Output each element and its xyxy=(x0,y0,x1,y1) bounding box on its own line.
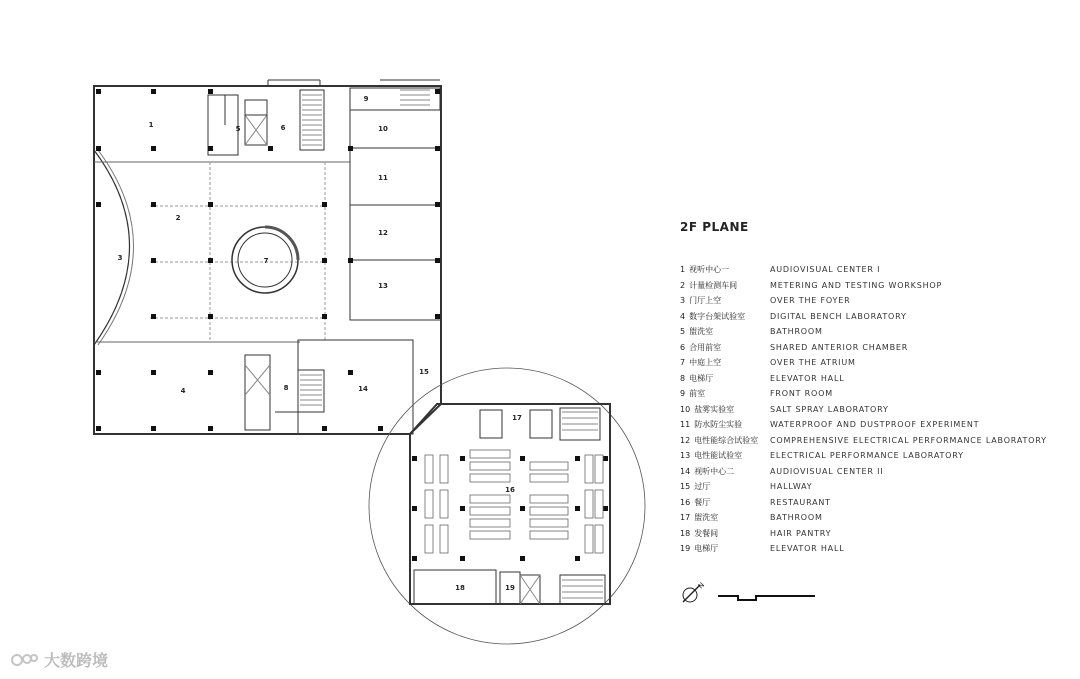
legend-zh-wrap xyxy=(680,543,770,554)
legend-zh-wrap xyxy=(680,311,770,322)
legend-num: 6 xyxy=(680,342,686,352)
legend-num: 10 xyxy=(680,404,691,414)
room-label-1: 1 xyxy=(148,121,154,129)
legend-item-7 xyxy=(680,355,1047,371)
legend-num: 14 xyxy=(680,466,691,476)
legend-zh-wrap xyxy=(680,264,770,275)
legend-item-11 xyxy=(680,417,1047,433)
legend-num: 18 xyxy=(680,528,691,538)
legend-zh: 视听中心二 xyxy=(694,466,735,476)
legend-zh-wrap xyxy=(680,450,770,461)
legend-en: HALLWAY xyxy=(770,482,813,492)
legend-zh-wrap xyxy=(680,528,770,539)
north-label: N xyxy=(696,581,707,591)
room-label-18: 18 xyxy=(455,584,465,592)
restaurant-tables xyxy=(425,450,603,553)
legend-zh-wrap xyxy=(680,512,770,523)
room-label-13: 13 xyxy=(378,282,388,290)
legend-num: 4 xyxy=(680,311,686,321)
legend-zh-wrap xyxy=(680,295,770,306)
legend-zh: 电性能试验室 xyxy=(694,451,743,461)
legend-item-6 xyxy=(680,340,1047,356)
legend-zh: 盥洗室 xyxy=(694,513,719,523)
legend-item-5 xyxy=(680,324,1047,340)
legend-zh-wrap xyxy=(680,466,770,477)
watermark-logo-icon xyxy=(10,650,38,670)
legend-item-4 xyxy=(680,309,1047,325)
room-label-7: 7 xyxy=(263,257,269,265)
legend-zh-wrap xyxy=(680,342,770,353)
legend-en: OVER THE ATRIUM xyxy=(770,358,856,368)
legend-zh-wrap xyxy=(680,404,770,415)
room-label-17: 17 xyxy=(512,414,522,422)
legend-zh: 防水防尘实验 xyxy=(694,420,743,430)
legend-item-19 xyxy=(680,541,1047,557)
legend-en: ELEVATOR HALL xyxy=(770,373,845,383)
legend-num: 12 xyxy=(680,435,691,445)
legend-item-3 xyxy=(680,293,1047,309)
legend-zh-wrap xyxy=(680,497,770,508)
legend-en: SHARED ANTERIOR CHAMBER xyxy=(770,342,909,352)
legend-zh: 电梯厅 xyxy=(689,373,714,383)
room-label-14: 14 xyxy=(358,385,368,393)
watermark xyxy=(10,648,108,671)
legend-zh-wrap xyxy=(680,388,770,399)
legend-en: BATHROOM xyxy=(770,513,823,523)
legend-en: AUDIOVISUAL CENTER I xyxy=(770,265,881,275)
legend-num: 13 xyxy=(680,451,691,461)
legend-en: ELECTRICAL PERFORMANCE LABORATORY xyxy=(770,451,964,461)
legend-zh: 餐厅 xyxy=(694,497,711,507)
room-label-2: 2 xyxy=(175,214,181,222)
legend-en: BATHROOM xyxy=(770,327,823,337)
room-label-5: 5 xyxy=(235,125,241,133)
legend-en: OVER THE FOYER xyxy=(770,296,851,306)
legend-zh-wrap xyxy=(680,357,770,368)
legend-item-9 xyxy=(680,386,1047,402)
legend-item-18 xyxy=(680,526,1047,542)
legend-item-1 xyxy=(680,262,1047,278)
legend-zh: 盐雾实验室 xyxy=(694,404,735,414)
legend-zh: 电性能综合试验室 xyxy=(694,435,759,445)
legend-num: 5 xyxy=(680,327,686,337)
legend-en: COMPREHENSIVE ELECTRICAL PERFORMANCE LABORATORY xyxy=(770,435,1047,445)
legend-zh: 合用前室 xyxy=(689,342,722,352)
legend-en: DIGITAL BENCH LABORATORY xyxy=(770,311,907,321)
columns xyxy=(96,89,608,561)
room-label-6: 6 xyxy=(280,124,286,132)
legend-zh-wrap xyxy=(680,326,770,337)
legend-num: 7 xyxy=(680,358,686,368)
legend-num: 3 xyxy=(680,296,686,306)
legend-item-12 xyxy=(680,433,1047,449)
legend-zh: 视听中心一 xyxy=(689,265,730,275)
legend-num: 19 xyxy=(680,544,691,554)
legend-item-10 xyxy=(680,402,1047,418)
legend-num: 15 xyxy=(680,482,691,492)
legend-zh: 电梯厅 xyxy=(694,544,719,554)
legend-num: 11 xyxy=(680,420,691,430)
plan-title: 2F PLANE xyxy=(680,220,749,234)
legend-num: 8 xyxy=(680,373,686,383)
room-label-8: 8 xyxy=(283,384,289,392)
legend-item-16 xyxy=(680,495,1047,511)
legend-num: 17 xyxy=(680,513,691,523)
room-label-9: 9 xyxy=(363,95,369,103)
legend-en: AUDIOVISUAL CENTER II xyxy=(770,466,884,476)
legend-en: SALT SPRAY LABORATORY xyxy=(770,404,889,414)
room-label-4: 4 xyxy=(180,387,186,395)
room-label-12: 12 xyxy=(378,229,388,237)
legend-zh: 门厅上空 xyxy=(689,296,722,306)
legend-zh: 数字台架试验室 xyxy=(689,311,746,321)
legend-en: FRONT ROOM xyxy=(770,389,833,399)
legend-en: RESTAURANT xyxy=(770,497,831,507)
legend-item-14 xyxy=(680,464,1047,480)
legend-zh: 前室 xyxy=(689,389,706,399)
legend-zh: 计量检测车间 xyxy=(689,280,738,290)
legend-en: ELEVATOR HALL xyxy=(770,544,845,554)
watermark-text: 大数跨境 xyxy=(44,651,109,670)
room-label-15: 15 xyxy=(419,368,429,376)
legend-zh: 发餐间 xyxy=(694,528,719,538)
scale-bar xyxy=(718,596,815,600)
legend-zh: 盥洗室 xyxy=(689,327,714,337)
legend-zh-wrap xyxy=(680,280,770,291)
legend-zh: 过厅 xyxy=(694,482,711,492)
legend-zh-wrap xyxy=(680,481,770,492)
room-label-10: 10 xyxy=(378,125,388,133)
legend-item-2 xyxy=(680,278,1047,294)
foyer-curve xyxy=(94,150,130,345)
room-label-19: 19 xyxy=(505,584,515,592)
legend-num: 1 xyxy=(680,265,686,275)
legend-list xyxy=(680,262,1047,557)
legend-zh-wrap xyxy=(680,373,770,384)
room-label-11: 11 xyxy=(378,174,388,182)
room-label-16: 16 xyxy=(505,486,515,494)
legend-zh: 中庭上空 xyxy=(689,358,722,368)
legend-item-17 xyxy=(680,510,1047,526)
legend-zh-wrap xyxy=(680,435,770,446)
legend-item-15 xyxy=(680,479,1047,495)
legend-zh-wrap xyxy=(680,419,770,430)
legend-item-8 xyxy=(680,371,1047,387)
legend-en: WATERPROOF AND DUSTPROOF EXPERIMENT xyxy=(770,420,980,430)
legend-num: 16 xyxy=(680,497,691,507)
room-label-3: 3 xyxy=(117,254,123,262)
legend-en: HAIR PANTRY xyxy=(770,528,832,538)
legend-num: 9 xyxy=(680,389,686,399)
legend-item-13 xyxy=(680,448,1047,464)
legend-en: METERING AND TESTING WORKSHOP xyxy=(770,280,943,290)
legend-num: 2 xyxy=(680,280,686,290)
